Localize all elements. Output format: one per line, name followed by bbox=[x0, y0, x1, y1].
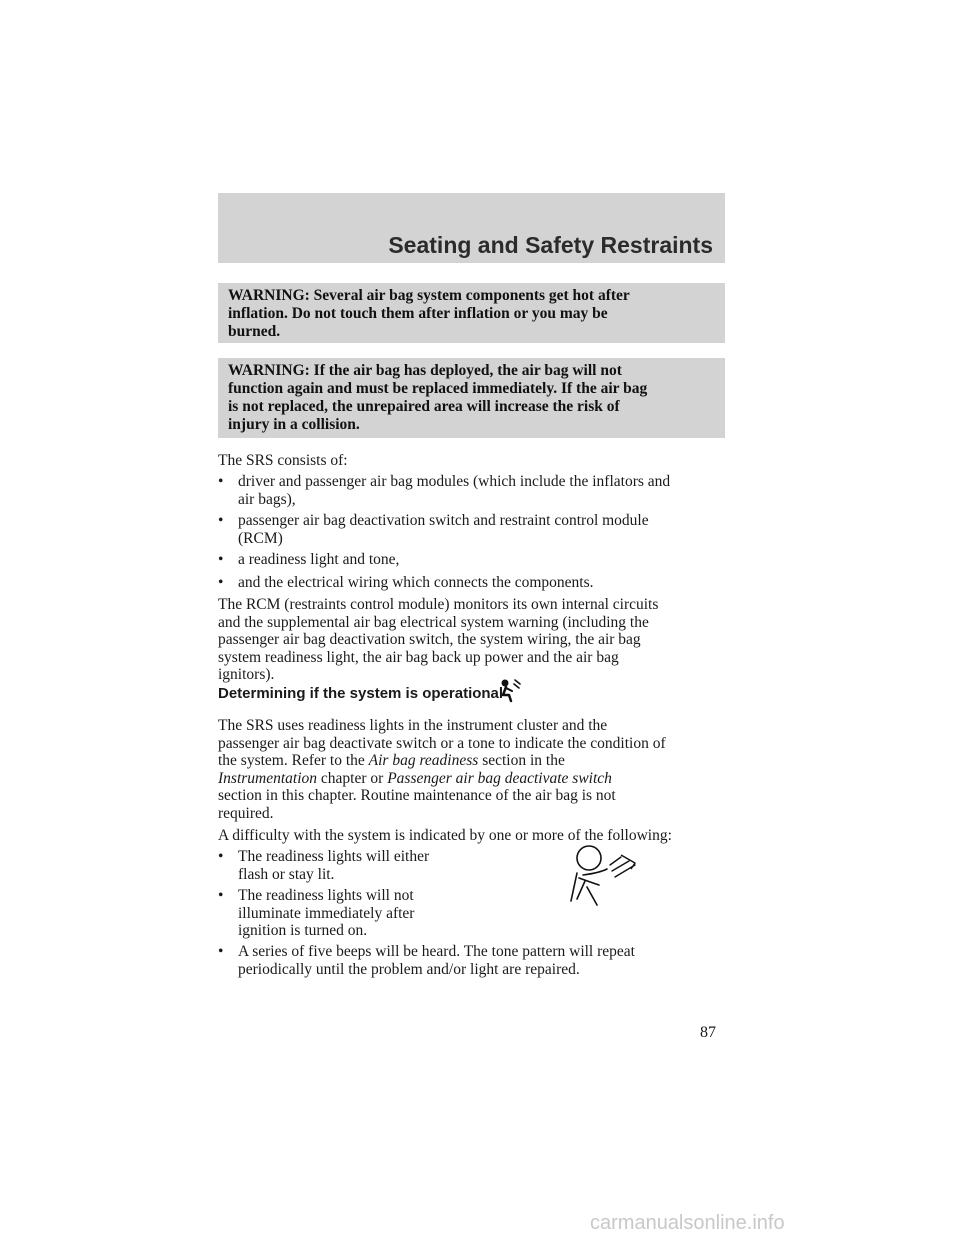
rcm-paragraph bbox=[218, 596, 738, 684]
paragraph-line: section in this chapter. Routine maintenance of the air bag is not bbox=[218, 787, 616, 804]
list-item-text: and the electrical wiring which connects the components. bbox=[238, 574, 594, 591]
bullet-icon: • bbox=[218, 473, 224, 490]
bullet-icon: • bbox=[218, 512, 224, 529]
paragraph-line: passenger air bag deactivate switch or a tone to indicate the condition of bbox=[218, 734, 666, 752]
bullet-icon: • bbox=[218, 887, 224, 904]
list-item-text: A series of five beeps will be heard. The tone pattern will repeat bbox=[238, 943, 635, 960]
list-item-text: ignition is turned on. bbox=[238, 922, 368, 939]
subheading: Determining if the system is operational bbox=[218, 685, 504, 702]
bullet-icon: • bbox=[218, 574, 224, 591]
paragraph-line: The SRS uses readiness lights in the instrument cluster and the bbox=[218, 717, 608, 734]
text-run: chapter or bbox=[317, 769, 388, 787]
difficulty-intro: A difficulty with the system is indicated by one or more of the following: bbox=[218, 827, 672, 844]
paragraph-line: required. bbox=[218, 804, 274, 822]
warning-line: inflation. Do not touch them after inflation or you may be bbox=[228, 305, 608, 322]
warning-line: WARNING: If the air bag has deployed, the air bag will not bbox=[228, 362, 622, 379]
list-item-text: driver and passenger air bag modules (which include the inflators and bbox=[238, 473, 671, 490]
reference-passenger-switch: Passenger air bag deactivate switch bbox=[387, 769, 612, 787]
bullet-icon: • bbox=[218, 943, 224, 960]
watermark: carmanualsonline.info bbox=[590, 1212, 785, 1234]
paragraph-line: ignitors). bbox=[218, 666, 275, 683]
page-number: 87 bbox=[700, 1024, 716, 1041]
srs-intro: The SRS consists of: bbox=[218, 452, 348, 469]
reference-instrumentation: Instrumentation bbox=[218, 769, 318, 787]
paragraph-line: The RCM (restraints control module) monitors its own internal circuits bbox=[218, 596, 659, 613]
list-item-text: passenger air bag deactivation switch and restraint control module bbox=[238, 512, 649, 529]
section-title: Seating and Safety Restraints bbox=[388, 232, 713, 258]
warning-line: burned. bbox=[228, 323, 281, 340]
paragraph-line: and the supplemental air bag electrical system warning (including the bbox=[218, 613, 649, 631]
paragraph-line: system readiness light, the air bag back up power and the air bag bbox=[218, 648, 619, 666]
list-item-text: illuminate immediately after bbox=[238, 904, 415, 922]
paragraph-line: passenger air bag deactivation switch, the system wiring, the air bag bbox=[218, 631, 641, 648]
warning-line: injury in a collision. bbox=[228, 416, 360, 433]
airbag-readiness-icon bbox=[563, 843, 641, 907]
bullet-icon: • bbox=[218, 848, 224, 865]
warning-line: WARNING: Several air bag system components get hot after bbox=[228, 287, 630, 304]
list-item-text: flash or stay lit. bbox=[238, 865, 335, 883]
airbag-person-icon bbox=[497, 677, 523, 703]
warning-line: is not replaced, the unrepaired area will increase the risk of bbox=[228, 398, 620, 415]
warning-box-hot-components bbox=[218, 283, 725, 343]
warning-box-deployed bbox=[218, 358, 725, 438]
list-item-text: air bags), bbox=[238, 490, 296, 508]
list-item-text: a readiness light and tone, bbox=[238, 551, 400, 568]
warning-line: function again and must be replaced immediately. If the air bag bbox=[228, 380, 648, 397]
reference-air-bag-readiness: Air bag readiness bbox=[368, 752, 479, 769]
text-run: section in the bbox=[478, 752, 565, 769]
paragraph-line bbox=[218, 770, 738, 788]
list-item-text: The readiness lights will either bbox=[238, 848, 430, 865]
text-run: the system. Refer to the bbox=[218, 752, 369, 769]
section-header-band bbox=[218, 193, 725, 263]
bullet-icon: • bbox=[218, 551, 224, 568]
list-item-text: periodically until the problem and/or light are repaired. bbox=[238, 960, 580, 978]
list-item-text: The readiness lights will not bbox=[238, 887, 414, 904]
paragraph-line bbox=[218, 752, 738, 770]
list-item-text: (RCM) bbox=[238, 529, 283, 547]
operational-paragraph bbox=[218, 717, 738, 822]
